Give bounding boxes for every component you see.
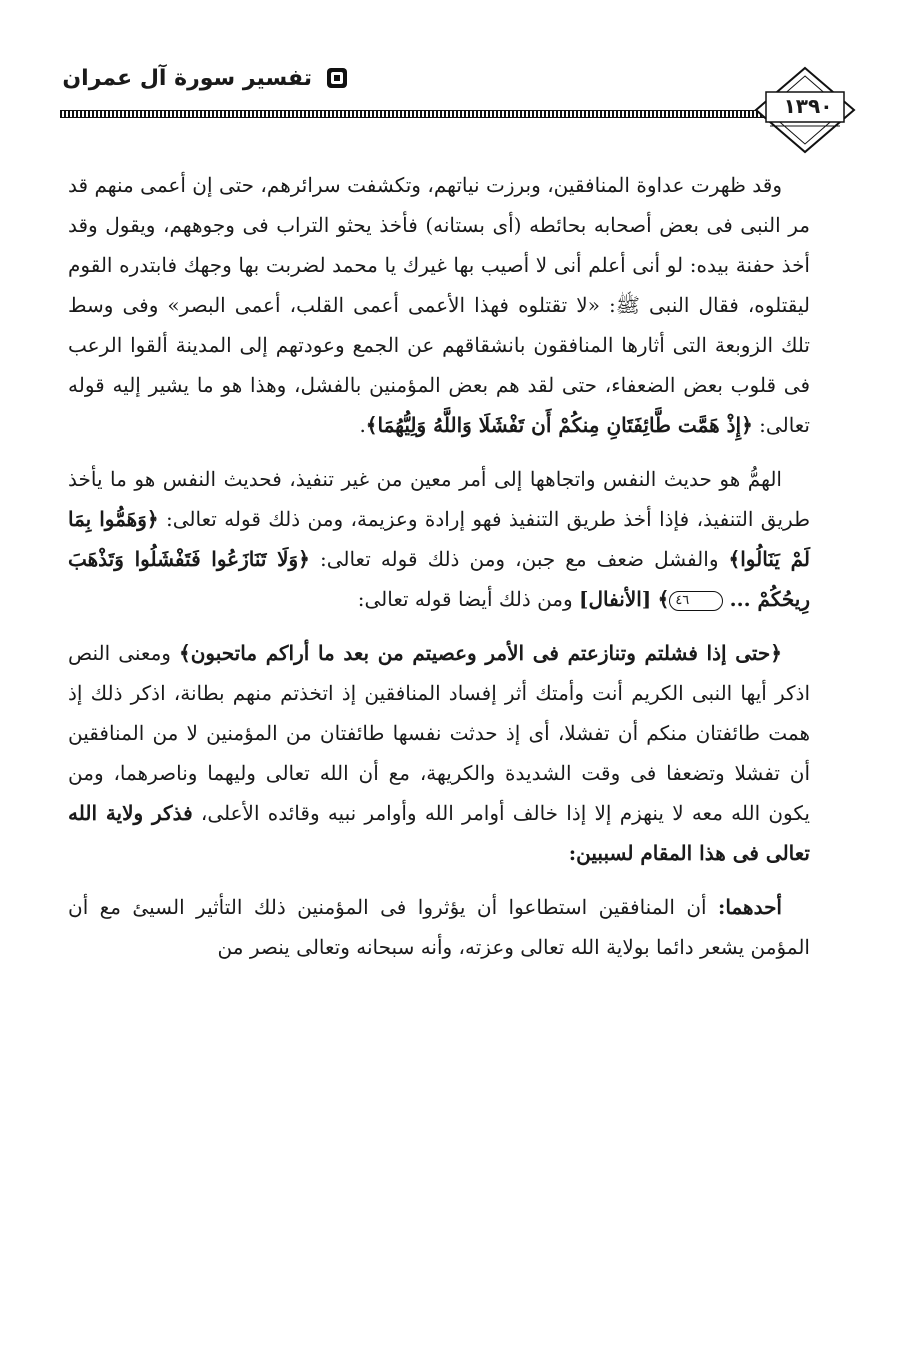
paragraph-4-text: أن المنافقين استطاعوا أن يؤثروا فى المؤمنين ذلك التأثير السيئ مع أن المؤمن يشعر دائما بولاية الله تعالى وعزته، وأنه سبحانه وتعالى ينصر من (68, 895, 810, 959)
paragraph-3-emphasis: فذكر ولاية الله تعالى فى هذا المقام لسببين: (68, 801, 810, 865)
running-title (60, 58, 350, 98)
paragraph-2-text-c: ومن ذلك أيضا قوله تعالى: (357, 587, 580, 611)
ornament-icon (324, 65, 350, 91)
quran-verse: ﴿إِذْ هَمَّت طَّائِفَتَانِ مِنكُمْ أَن تَفْشَلَا وَاللَّهُ وَلِيُّهُمَا﴾ (365, 413, 753, 437)
paragraph-1-text: وقد ظهرت عداوة المنافقين، وبرزت نياتهم، وتكشفت سرائرهم، حتى إن أعمى منهم قد مر النبى فى بعض أصحابه بحائطه (أى بستانه) فأخذ يحثو التراب فى وجوههم، ويقول وقد أخذ حفنة بيده: لو أنى أعلم أنى لا أصيب بها غيرك يا محمد لضربت بها وجهك فابتدره القوم ليقتلوه، فقال النبى ﷺ: «لا تقتلوه فهذا الأعمى أعمى القلب، أعمى البصر» وفى وسط تلك الزوبعة التى أثارها المنافقون بانشقاقهم عن الجمع وعودتهم إلى المدينة ألقوا الرعب فى قلوب بعض الضعفاء، حتى لقد هم بعض المؤمنين بالفشل، وهذا هو ما يشير إليه قوله تعالى: (68, 173, 810, 437)
paragraph-4-lead: أحدهما: (717, 895, 782, 919)
quran-verse: ﴿حتى إذا فشلتم وتنازعتم فى الأمر وعصيتم من بعد ما أراكم ماتحبون﴾ (179, 641, 782, 665)
quran-verse: ﴿وَلَا تَنَازَعُوا فَتَفْشَلُوا وَتَذْهَبَ رِيحُكُمْ ... (68, 547, 810, 611)
page-number: ١٣٩٠ (783, 94, 833, 118)
paragraph-1 (68, 165, 810, 445)
page-number-badge (750, 64, 860, 156)
quran-verse-close: ﴾ (657, 587, 670, 611)
page-header (60, 50, 860, 160)
paragraph-3-text: ومعنى النص اذكر أيها النبى الكريم أنت وأمتك أثر إفساد المنافقين إذ اتخذتم منهم بطانة، اذكر ذلك إذ همت طائفتان منكم أن تفشلا، أى إذ حدثت نفسها طائفتان من المؤمنين لا من المنافقين أن تفشلا وتضعفا فى وقت الشديدة والكريهة، مع أن الله تعالى وليهما وناصرهما، ومن يكون الله معه لا ينهزم إلا إذا خالف أوامر الله وأوامر نبيه وقائده الأعلى، (68, 641, 810, 825)
surah-reference: [الأنفال] (579, 587, 652, 611)
paragraph-2 (68, 459, 810, 619)
paragraph-2-text-a: الهمُّ هو حديث النفس واتجاهها إلى أمر معين من غير تنفيذ، فحديث النفس هو ما يأخذ طريق التنفيذ، فإذا أخذ طريق التنفيذ فهو إرادة وعزيمة، ومن ذلك قوله تعالى: (68, 467, 811, 531)
verse-number-marker: ٤٦ (669, 591, 723, 611)
paragraph-2-text-b: والفشل ضعف مع جبن، ومن ذلك قوله تعالى: (309, 547, 729, 571)
paragraph-1-end: . (359, 413, 366, 437)
running-title-text: تفسير سورة آل عمران (62, 65, 312, 91)
paragraph-3 (68, 633, 810, 873)
quran-verse: ﴿وَهَمُّوا بِمَا لَمْ يَنَالُوا﴾ (68, 507, 810, 571)
paragraph-4 (68, 887, 810, 967)
body-text (68, 165, 810, 1325)
header-rule (60, 110, 800, 118)
